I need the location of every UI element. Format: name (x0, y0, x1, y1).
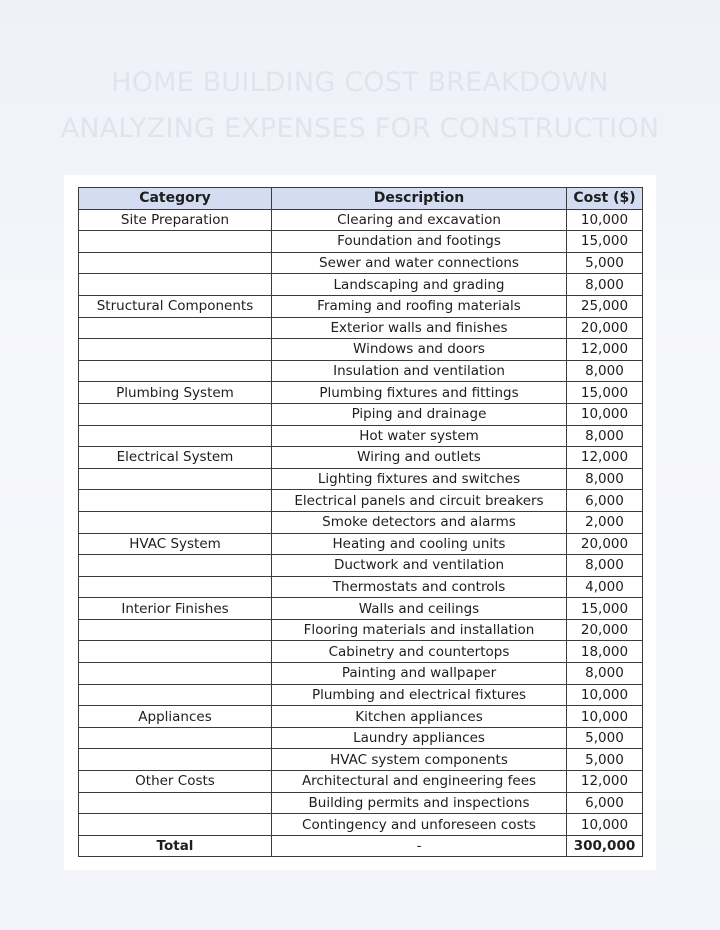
description-cell: Wiring and outlets (272, 447, 567, 469)
description-cell: Contingency and unforeseen costs (272, 814, 567, 836)
cost-cell: 10,000 (567, 814, 643, 836)
total-label: Total (79, 835, 272, 857)
table-row (79, 598, 643, 620)
title-line-1: HOME BUILDING COST BREAKDOWN (111, 67, 609, 98)
header-category: Category (79, 188, 272, 210)
cost-cell: 10,000 (567, 403, 643, 425)
description-cell: Smoke detectors and alarms (272, 511, 567, 533)
description-cell: Windows and doors (272, 339, 567, 361)
cost-cell: 18,000 (567, 641, 643, 663)
table-row (79, 619, 643, 641)
category-cell: Structural Components (79, 295, 272, 317)
table-row (79, 684, 643, 706)
description-cell: Clearing and excavation (272, 209, 567, 231)
description-cell: Walls and ceilings (272, 598, 567, 620)
description-cell: Building permits and inspections (272, 792, 567, 814)
description-cell: Hot water system (272, 425, 567, 447)
description-cell: Architectural and engineering fees (272, 771, 567, 793)
category-cell (79, 619, 272, 641)
cost-cell: 20,000 (567, 619, 643, 641)
table-row (79, 663, 643, 685)
category-cell (79, 555, 272, 577)
cost-cell: 8,000 (567, 468, 643, 490)
table-row (79, 706, 643, 728)
category-cell (79, 792, 272, 814)
cost-cell: 12,000 (567, 447, 643, 469)
description-cell: Flooring materials and installation (272, 619, 567, 641)
description-cell: Kitchen appliances (272, 706, 567, 728)
category-cell (79, 468, 272, 490)
header-description: Description (272, 188, 567, 210)
table-row (79, 533, 643, 555)
category-cell: Site Preparation (79, 209, 272, 231)
description-cell: Sewer and water connections (272, 252, 567, 274)
table-row (79, 576, 643, 598)
category-cell (79, 814, 272, 836)
category-cell (79, 727, 272, 749)
table-header-row (79, 188, 643, 210)
cost-breakdown-table (78, 187, 643, 857)
cost-cell: 8,000 (567, 555, 643, 577)
description-cell: Heating and cooling units (272, 533, 567, 555)
total-description: - (272, 835, 567, 857)
table-row (79, 209, 643, 231)
description-cell: Plumbing fixtures and fittings (272, 382, 567, 404)
description-cell: Painting and wallpaper (272, 663, 567, 685)
cost-cell: 10,000 (567, 209, 643, 231)
category-cell: Electrical System (79, 447, 272, 469)
description-cell: Cabinetry and countertops (272, 641, 567, 663)
cost-cell: 20,000 (567, 317, 643, 339)
title-line-2: ANALYZING EXPENSES FOR CONSTRUCTION (60, 113, 660, 144)
table-row (79, 252, 643, 274)
table-row (79, 511, 643, 533)
category-cell (79, 749, 272, 771)
category-cell: HVAC System (79, 533, 272, 555)
cost-cell: 12,000 (567, 771, 643, 793)
category-cell (79, 339, 272, 361)
cost-cell: 6,000 (567, 490, 643, 512)
description-cell: Ductwork and ventilation (272, 555, 567, 577)
cost-cell: 15,000 (567, 598, 643, 620)
description-cell: HVAC system components (272, 749, 567, 771)
table-row (79, 771, 643, 793)
cost-cell: 4,000 (567, 576, 643, 598)
table-row (79, 727, 643, 749)
description-cell: Plumbing and electrical fixtures (272, 684, 567, 706)
table-row (79, 468, 643, 490)
description-cell: Landscaping and grading (272, 274, 567, 296)
description-cell: Laundry appliances (272, 727, 567, 749)
category-cell (79, 576, 272, 598)
table-row (79, 274, 643, 296)
description-cell: Lighting fixtures and switches (272, 468, 567, 490)
category-cell (79, 360, 272, 382)
category-cell (79, 641, 272, 663)
category-cell: Interior Finishes (79, 598, 272, 620)
header-cost: Cost ($) (567, 188, 643, 210)
cost-cell: 8,000 (567, 360, 643, 382)
description-cell: Thermostats and controls (272, 576, 567, 598)
cost-cell: 25,000 (567, 295, 643, 317)
table-row (79, 382, 643, 404)
cost-cell: 10,000 (567, 706, 643, 728)
category-cell (79, 425, 272, 447)
table-row (79, 490, 643, 512)
description-cell: Piping and drainage (272, 403, 567, 425)
category-cell (79, 403, 272, 425)
table-card (64, 175, 656, 870)
document-title (0, 60, 720, 152)
table-row (79, 425, 643, 447)
cost-cell: 6,000 (567, 792, 643, 814)
description-cell: Insulation and ventilation (272, 360, 567, 382)
table-row (79, 403, 643, 425)
description-cell: Electrical panels and circuit breakers (272, 490, 567, 512)
cost-cell: 8,000 (567, 663, 643, 685)
cost-cell: 12,000 (567, 339, 643, 361)
category-cell (79, 274, 272, 296)
table-row (79, 360, 643, 382)
cost-cell: 8,000 (567, 274, 643, 296)
category-cell (79, 252, 272, 274)
table-row (79, 555, 643, 577)
total-row (79, 835, 643, 857)
category-cell (79, 490, 272, 512)
category-cell (79, 684, 272, 706)
table-row (79, 814, 643, 836)
table-row (79, 641, 643, 663)
cost-cell: 15,000 (567, 382, 643, 404)
table-row (79, 317, 643, 339)
category-cell: Appliances (79, 706, 272, 728)
cost-cell: 5,000 (567, 252, 643, 274)
cost-cell: 10,000 (567, 684, 643, 706)
description-cell: Exterior walls and finishes (272, 317, 567, 339)
table-row (79, 447, 643, 469)
table-body (79, 209, 643, 835)
category-cell (79, 231, 272, 253)
description-cell: Foundation and footings (272, 231, 567, 253)
cost-cell: 15,000 (567, 231, 643, 253)
table-row (79, 792, 643, 814)
category-cell: Other Costs (79, 771, 272, 793)
cost-cell: 8,000 (567, 425, 643, 447)
total-cost: 300,000 (567, 835, 643, 857)
cost-cell: 5,000 (567, 727, 643, 749)
table-row (79, 231, 643, 253)
table-row (79, 295, 643, 317)
table-row (79, 749, 643, 771)
description-cell: Framing and roofing materials (272, 295, 567, 317)
category-cell: Plumbing System (79, 382, 272, 404)
category-cell (79, 317, 272, 339)
category-cell (79, 511, 272, 533)
table-row (79, 339, 643, 361)
cost-cell: 20,000 (567, 533, 643, 555)
category-cell (79, 663, 272, 685)
cost-cell: 5,000 (567, 749, 643, 771)
cost-cell: 2,000 (567, 511, 643, 533)
